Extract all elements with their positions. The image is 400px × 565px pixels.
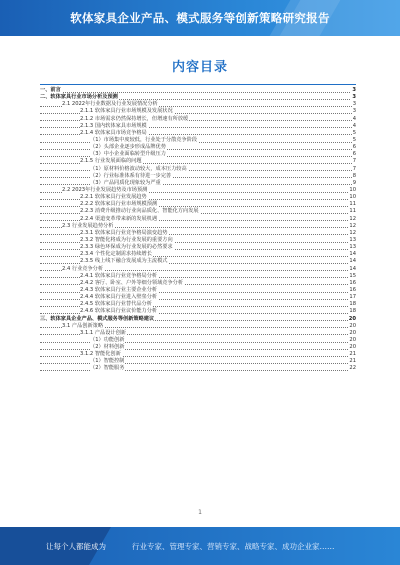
table-of-contents	[40, 87, 356, 373]
toc-entry[interactable]	[40, 137, 356, 144]
footer-slogan-roles: 行业专家、管理专家、营销专家、战略专家、成功企业家……	[132, 542, 335, 551]
toc-entry[interactable]	[40, 330, 356, 337]
toc-entry-title: 一、前言	[40, 87, 61, 93]
toc-dot-leader	[40, 149, 356, 150]
toc-entry[interactable]	[40, 365, 356, 372]
toc-entry-title: 2.1 2022年行业数据及行业发展情况分析	[62, 101, 158, 108]
toc-entry-page: 16	[349, 286, 356, 293]
toc-entry-title: 2.3.4 个性化定制需求持续增长	[80, 251, 152, 258]
toc-entry-title: （2）行业标准体系有待进一步完善	[90, 172, 172, 179]
toc-entry[interactable]	[40, 144, 356, 151]
toc-entry[interactable]	[40, 108, 356, 115]
toc-entry[interactable]	[40, 216, 356, 223]
toc-entry-page: 7	[352, 158, 356, 165]
toc-entry[interactable]	[40, 173, 356, 180]
toc-entry-page: 15	[349, 272, 356, 279]
toc-entry-page: 4	[352, 122, 356, 129]
toc-dot-leader	[40, 92, 356, 93]
toc-entry-page: 13	[349, 236, 356, 243]
toc-entry-title: 2.4.6 软体家具行业议价能力分析	[80, 308, 158, 315]
toc-entry[interactable]	[40, 130, 356, 137]
toc-entry-page: 11	[349, 208, 356, 215]
toc-entry-title: 2.2.2 软体家具行业市场规模预测	[80, 201, 158, 208]
toc-dot-leader	[40, 156, 356, 157]
toc-entry-page: 11	[349, 201, 356, 208]
toc-entry-title: 2.4.1 软体家具行业竞争格局分析	[80, 272, 158, 279]
toc-entry-title: 2.4 行业竞争分析	[62, 265, 104, 272]
toc-entry[interactable]	[40, 337, 356, 344]
footer-banner	[0, 527, 400, 565]
toc-entry-page: 3	[352, 94, 356, 101]
toc-entry-page: 20	[349, 336, 356, 343]
toc-entry-page: 21	[349, 358, 356, 365]
toc-entry[interactable]	[40, 358, 356, 365]
toc-entry-title: 2.1.1 软体家具行业市场规模及发展状况	[80, 108, 173, 115]
toc-entry-page: 20	[349, 329, 356, 336]
toc-entry-title: （1）市场集中度较低，行业处于分散竞争阶段	[90, 136, 198, 143]
toc-entry-title: 2.1.2 市场需求仍然保持增长，但增速有所放缓	[80, 115, 189, 122]
toc-entry-page: 22	[349, 365, 356, 372]
toc-entry-title: 2.2 2023年行业发展趋势及市场预测	[62, 186, 148, 193]
toc-entry-title: 二、软体家具行业市场分析及预测	[40, 94, 118, 101]
page-number: 1	[198, 509, 202, 516]
toc-entry-page: 3	[352, 108, 356, 115]
toc-entry-title: （1）原材料价格波动较大，成本压力较高	[90, 165, 187, 172]
toc-entry-page: 5	[352, 129, 356, 136]
toc-entry[interactable]	[40, 180, 356, 187]
toc-entry-page: 14	[349, 258, 356, 265]
toc-entry[interactable]	[40, 287, 356, 294]
toc-entry[interactable]	[40, 208, 356, 215]
toc-entry-title: （1）智能控制	[90, 358, 125, 365]
toc-entry-title: （2）头部企业逐步形成品牌优势	[90, 144, 166, 151]
report-title: 软体家具企业产品、模式服务等创新策略研究报告	[70, 11, 330, 25]
toc-entry-page: 14	[349, 265, 356, 272]
toc-dot-leader	[40, 349, 356, 350]
header-banner	[0, 0, 400, 36]
toc-entry[interactable]	[40, 116, 356, 123]
toc-entry-page: 13	[349, 244, 356, 251]
toc-entry-title: 3.1 产品创新策略	[62, 322, 104, 329]
toc-entry-title: （2）材料创新	[90, 344, 125, 351]
toc-entry-page: 17	[349, 294, 356, 301]
toc-entry-title: 2.1.3 国内软体家具市场规模	[80, 122, 147, 129]
toc-entry[interactable]	[40, 323, 356, 330]
toc-entry-page: 5	[352, 136, 356, 143]
toc-entry-page: 12	[349, 229, 356, 236]
toc-entry-title: 2.4.5 软体家具行业替代品分析	[80, 301, 152, 308]
toc-entry-page: 12	[349, 215, 356, 222]
toc-entry-page: 9	[352, 179, 356, 186]
toc-entry[interactable]	[40, 158, 356, 165]
toc-entry-page: 10	[349, 186, 356, 193]
toc-entry-title: 2.4.4 软体家具行业进入壁垒分析	[80, 294, 158, 301]
toc-entry-page: 7	[352, 165, 356, 172]
toc-entry-title: 2.3.1 软体家具行业竞争格局演变趋势	[80, 229, 168, 236]
toc-entry-page: 4	[352, 115, 356, 122]
toc-entry[interactable]	[40, 273, 356, 280]
toc-entry-title: 2.2.1 软体家具行业发展趋势	[80, 194, 147, 201]
toc-entry-title: 2.3 行业发展趋势分析	[62, 222, 114, 229]
toc-entry-title: 2.2.4 渠道变革带来新的发展机遇	[80, 215, 158, 222]
toc-entry-title: 2.3.5 线上线下融合发展成为主流模式	[80, 258, 168, 265]
toc-entry-title: 三、软体家具企业产品、模式服务等创新策略建议	[40, 315, 155, 322]
toc-entry-title: （3）中小企业面临转型升级压力	[90, 151, 166, 158]
toc-entry-page: 20	[349, 322, 356, 329]
toc-entry-page: 21	[349, 351, 356, 358]
toc-entry-page: 6	[352, 151, 356, 158]
toc-dot-leader	[40, 370, 356, 371]
toc-entry-page: 20	[349, 344, 356, 351]
toc-entry[interactable]	[40, 123, 356, 130]
toc-entry-title: 2.4.3 软体家具行业主要企业分析	[80, 286, 158, 293]
toc-entry-title: 3.1.2 智能化创新	[80, 351, 121, 358]
toc-entry[interactable]	[40, 223, 356, 230]
toc-entry[interactable]	[40, 166, 356, 173]
toc-entry-page: 6	[352, 144, 356, 151]
toc-entry-page: 18	[349, 301, 356, 308]
toc-entry-title: 3.1.1 产品设计创新	[80, 329, 126, 336]
toc-dot-leader	[40, 363, 356, 364]
toc-entry-page: 8	[352, 172, 356, 179]
toc-entry-title: 2.4.2 客厅、卧室、户外等细分领域竞争分析	[80, 279, 184, 286]
toc-dot-leader	[40, 170, 356, 171]
toc-entry-title: 2.3.2 智能化将成为行业发展的重要方向	[80, 236, 173, 243]
toc-dot-leader	[40, 184, 356, 185]
toc-entry-title: 2.2.3 消费升级推动行业向品质化、智能化方向发展	[80, 208, 199, 215]
toc-entry-title: （2）智能服务	[90, 365, 125, 372]
toc-entry-title: （1）功能创新	[90, 336, 125, 343]
toc-entry-page: 16	[349, 279, 356, 286]
toc-entry[interactable]	[40, 266, 356, 273]
toc-entry-page: 12	[349, 222, 356, 229]
toc-entry-title: 2.3.3 绿色环保成为行业发展的必然要求	[80, 244, 173, 251]
toc-entry-title: （3）产品同质化现象较为严重	[90, 179, 161, 186]
toc-entry-title: 2.1.5 行业发展面临的问题	[80, 158, 142, 165]
footer-slogan-lead: 让每个人都能成为	[46, 542, 106, 551]
toc-entry-page: 3	[352, 87, 356, 93]
toc-dot-leader	[40, 177, 356, 178]
toc-entry-page: 3	[352, 101, 356, 108]
toc-entry-page: 10	[349, 194, 356, 201]
toc-entry[interactable]	[40, 351, 356, 358]
toc-entry[interactable]	[40, 308, 356, 315]
toc-entry-page: 14	[349, 251, 356, 258]
toc-heading: 内容目录	[171, 60, 228, 75]
toc-divider	[40, 84, 356, 85]
toc-entry[interactable]	[40, 316, 356, 323]
toc-entry-title: 2.1.4 软体家具市场竞争格局	[80, 129, 147, 136]
toc-entry[interactable]	[40, 258, 356, 265]
toc-entry-page: 18	[349, 308, 356, 315]
toc-entry-page: 20	[348, 315, 356, 322]
toc-entry[interactable]	[40, 230, 356, 237]
toc-dot-leader	[40, 342, 356, 343]
toc-entry[interactable]	[40, 280, 356, 287]
